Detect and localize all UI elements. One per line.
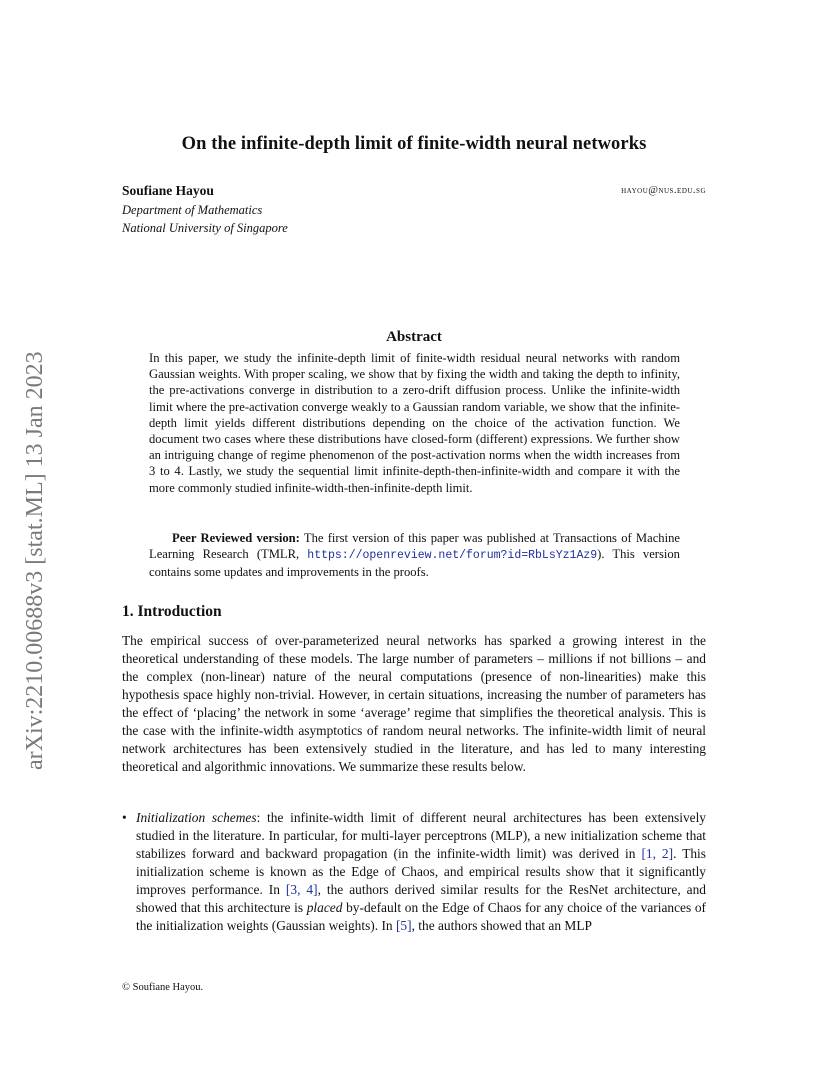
peer-review-text-1: The first version of this paper was published at Transactions of Machine Learning Research (TMLR, — [149, 531, 680, 562]
paper-title: On the infinite-depth limit of finite-width neural networks — [181, 134, 647, 154]
arxiv-sidebar — [22, 290, 52, 770]
bullet-text-part: . This initialization scheme is known as the Edge of Chaos, and empirical results show that it significantly improves performance. In — [136, 846, 706, 897]
abstract-heading: Abstract — [386, 329, 442, 345]
author-email: hayou@nus.edu.sg — [621, 185, 706, 196]
emphasis-text: placed — [306, 900, 343, 915]
bullet-title: Initialization schemes — [136, 810, 257, 825]
bullet-text-part: , the authors showed that an MLP — [411, 918, 592, 933]
peer-review-label: Peer Reviewed version: — [172, 531, 300, 545]
bullet-text — [136, 809, 706, 935]
arxiv-identifier: arXiv:2210.00688v3 [stat.ML] 13 Jan 2023 — [22, 351, 48, 770]
openreview-link[interactable]: https://openreview.net/forum?id=RbLsYz1Az9 — [307, 549, 598, 563]
list-item-initialization — [122, 809, 706, 935]
section-heading-introduction: 1. Introduction — [122, 603, 222, 620]
citation-link[interactable]: [5] — [395, 918, 412, 933]
citation-link[interactable]: [3, 4] — [285, 882, 318, 897]
abstract-body: In this paper, we study the infinite-depth limit of finite-width residual neural networks with random Gaussian weights. With proper scaling, we show that by fixing the width and taking the depth to infinity, the pre-activations converge in distribution to a zero-drift diffusion process. Unlike the infinite-width limit where the pre-activation converge weakly to a Gaussian random variable, we show that the infinite-depth limit yields different distributions depending on the choice of the activation function. We document two cases where these distributions have closed-form (different) expressions. We further show an intriguing change of regime phenomenon of the post-activation norms when the width increases from 3 to 4. Lastly, we study the sequential limit infinite-depth-then-infinite-width and compare it with the more commonly studied infinite-width-then-infinite-depth limit. — [149, 351, 680, 495]
bullet-text-part: by-default on the Edge of Chaos for any choice of the variances of the initialization weights (Gaussian weights). In — [136, 900, 706, 933]
affiliation-department: Department of Mathematics — [122, 203, 263, 217]
citation-link[interactable]: [1, 2] — [641, 846, 674, 861]
affiliation-university: National University of Singapore — [122, 221, 288, 235]
peer-review-note — [149, 530, 680, 581]
bullet-text-part: : the infinite-width limit of different neural architectures has been extensively studied in the literature. In particular, for multi-layer perceptrons (MLP), a new initialization scheme that stabilizes forward and backward propagation (in the infinite-width limit) was derived in — [136, 810, 707, 861]
author-name: Soufiane Hayou — [122, 183, 214, 198]
peer-review-text-2: ). This version contains some updates and improvements in the proofs. — [149, 547, 680, 580]
introduction-paragraph: The empirical success of over-parameterized neural networks has sparked a growing interest in the theoretical understanding of these models. The large number of parameters – millions if not billions – and the complex (non-linear) nature of the neural computations (presence of non-linearities) make this hypothesis space highly non-trivial. However, in certain situations, increasing the number of parameters has the effect of ‘placing’ the network in some ‘average’ regime that simplifies the theoretical analysis. This is the case with the infinite-width asymptotics of random neural networks. The infinite-width limit of neural network architectures has been extensively studied in the literature, and has led to many interesting theoretical and algorithmic innovations. We summarize these results below. — [122, 633, 706, 774]
bullet-marker: • — [122, 810, 127, 825]
copyright-footnote: © Soufiane Hayou. — [122, 982, 204, 993]
bullet-text-part: , the authors derived similar results for the ResNet architecture, and showed that this architecture is — [136, 882, 706, 915]
